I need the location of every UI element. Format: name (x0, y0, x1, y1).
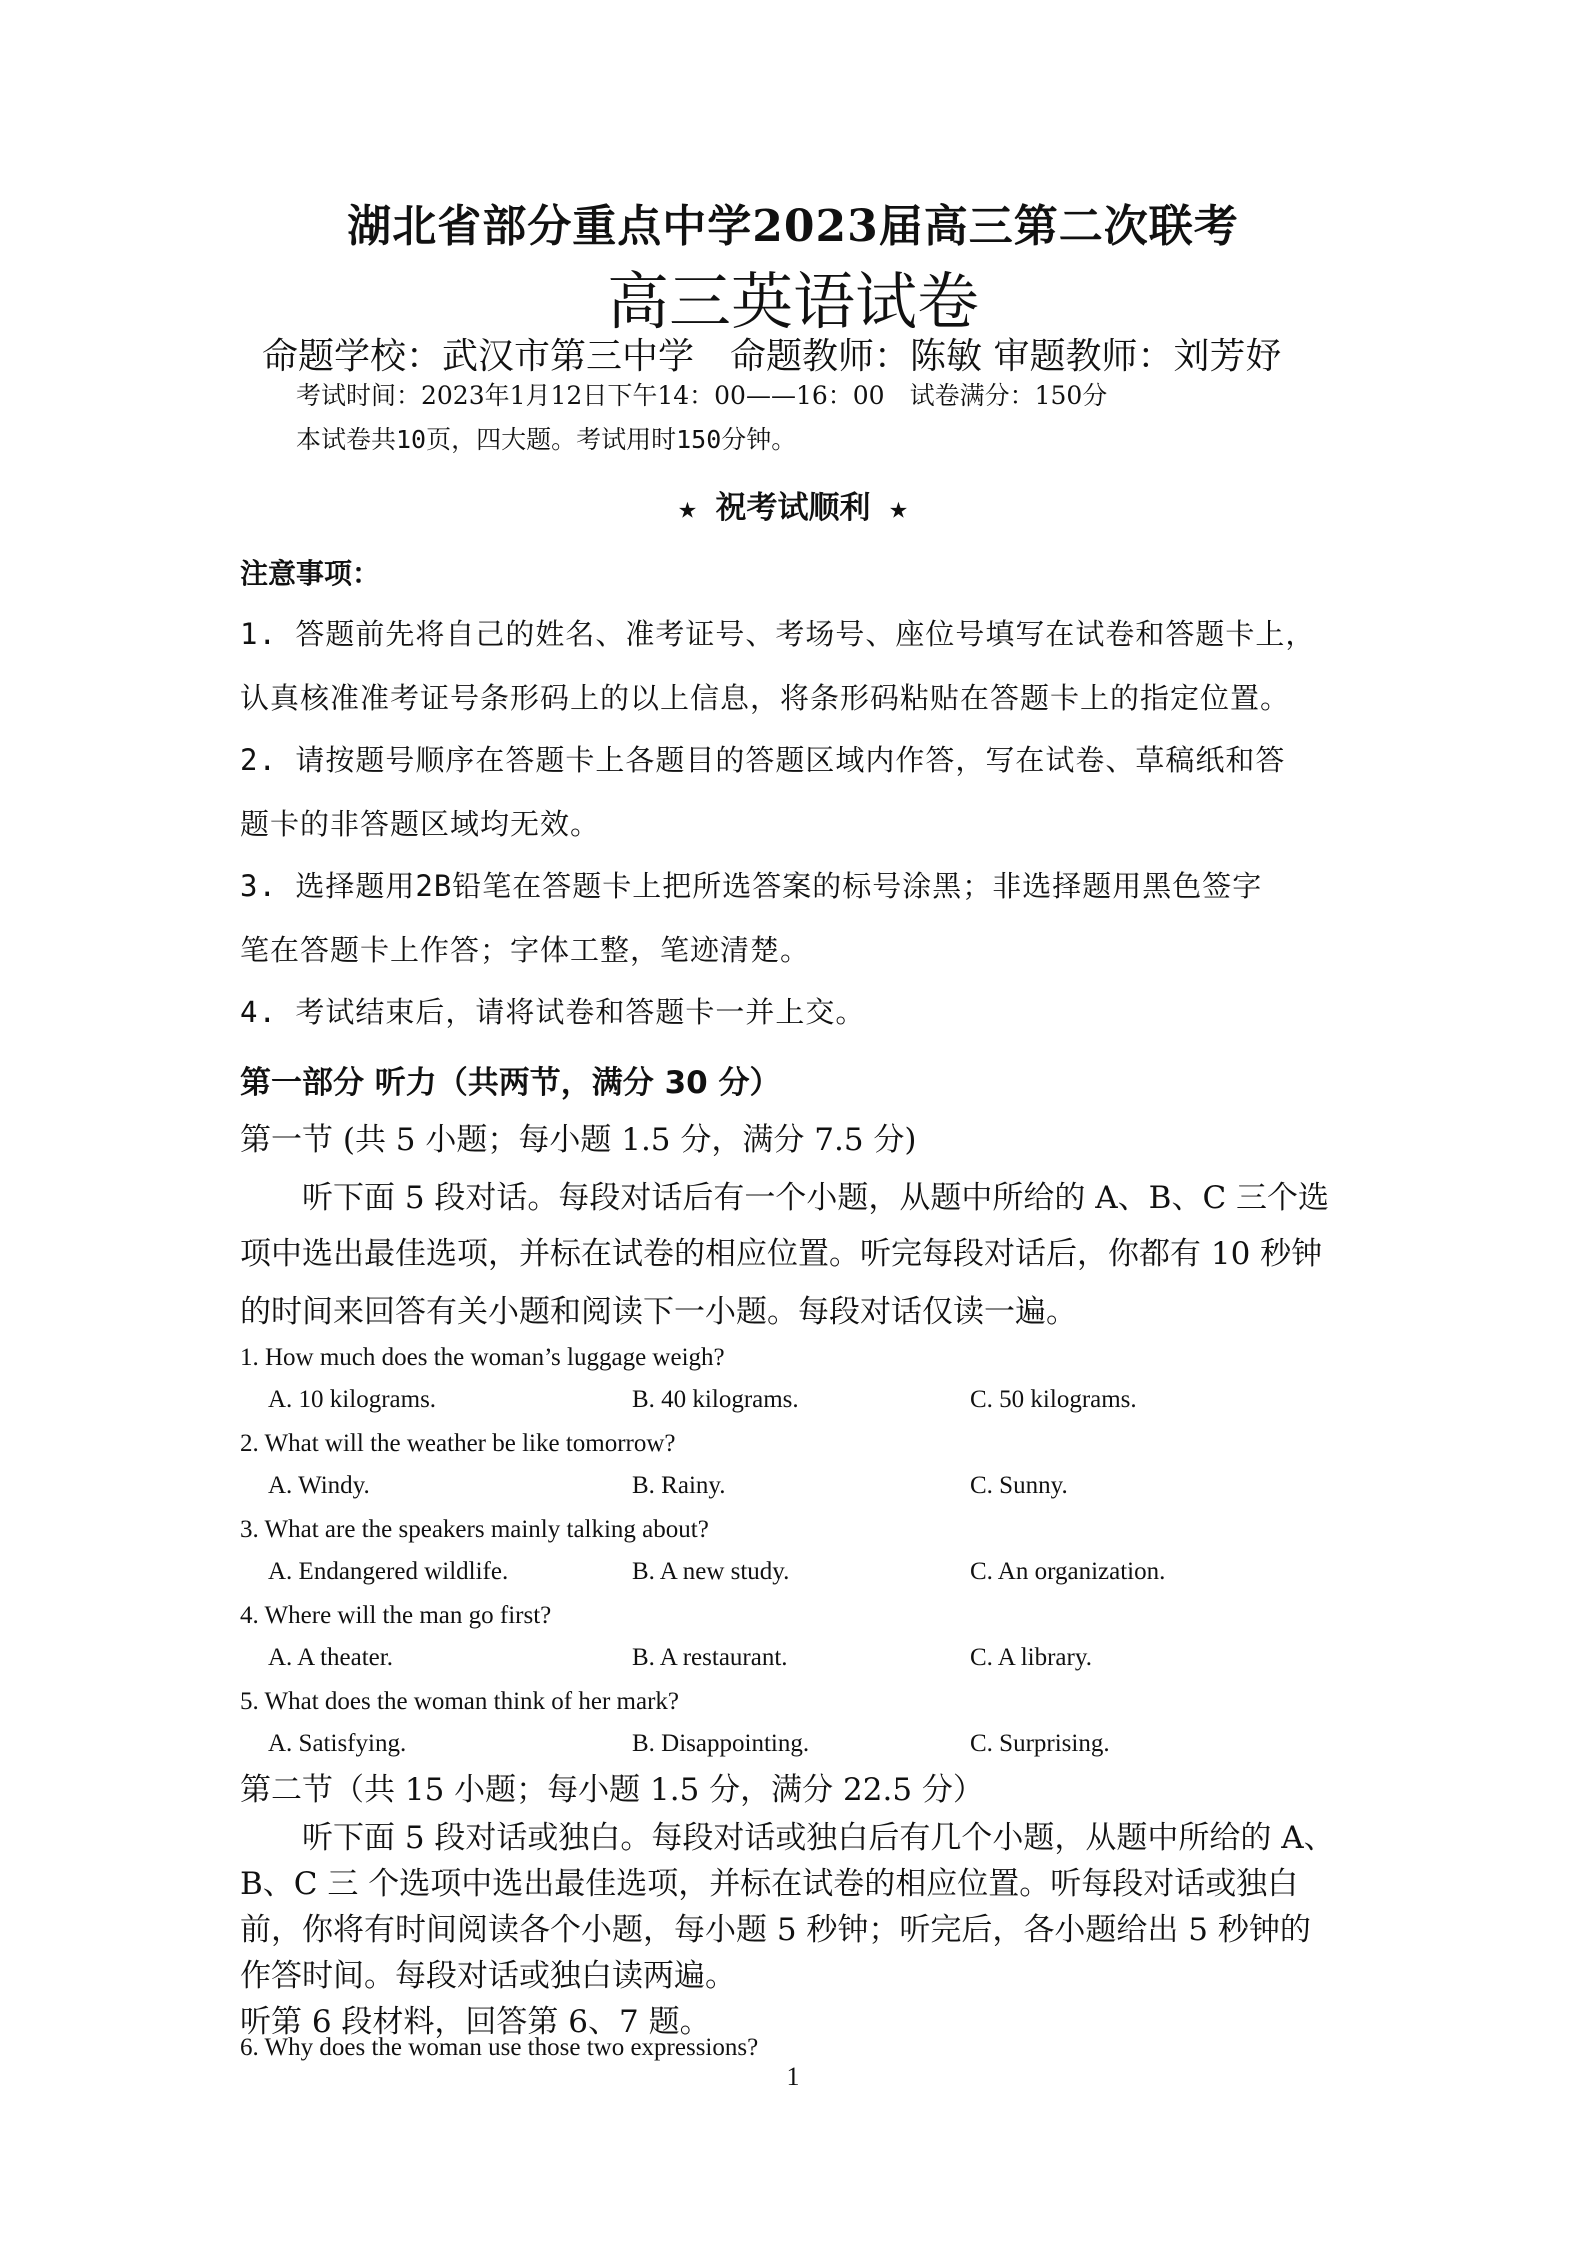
notice-line: 题卡的非答题区域均无效。 (240, 807, 601, 841)
option-a: A. A theater. (268, 1644, 393, 1671)
notice-line: 4. 考试结束后，请将试卷和答题卡一并上交。 (240, 995, 866, 1029)
question-5: 5. What does the woman think of her mark? (240, 1688, 680, 1715)
option-b: B. Rainy. (632, 1472, 726, 1499)
exam-time: 考试时间：2023年1月12日下午14：00——16：00 试卷满分：150分 (296, 381, 1108, 410)
section2-instruction: 作答时间。每段对话或独白读两遍。 (240, 1958, 736, 1994)
section2-instruction: 听下面 5 段对话或独白。每段对话或独白后有几个小题，从题中所给的 A、 (240, 1820, 1335, 1856)
option-c: C. Surprising. (970, 1730, 1110, 1757)
notice-line: 3. 选择题用2B铅笔在答题卡上把所选答案的标号涂黑；非选择题用黑色签字 (240, 869, 1263, 903)
section2-instruction: B、C 三 个选项中选出最佳选项，并标在试卷的相应位置。听每段对话或独白 (240, 1866, 1299, 1902)
option-c: C. A library. (970, 1644, 1092, 1671)
question-6: 6. Why does the woman use those two expressions? (240, 2034, 759, 2061)
option-a: A. Satisfying. (268, 1730, 407, 1757)
section1-instruction: 听下面 5 段对话。每段对话后有一个小题，从题中所给的 A、B、C 三个选 (240, 1180, 1330, 1216)
option-c: C. 50 kilograms. (970, 1386, 1137, 1413)
page-number: 1 (786, 2062, 800, 2091)
notice-heading: 注意事项： (240, 557, 381, 590)
option-a: A. Endangered wildlife. (268, 1558, 509, 1585)
option-b: B. 40 kilograms. (632, 1386, 799, 1413)
section1-instruction: 项中选出最佳选项，并标在试卷的相应位置。听完每段对话后，你都有 10 秒钟 (240, 1236, 1323, 1272)
section2-heading: 第二节（共 15 小题；每小题 1.5 分，满分 22.5 分） (240, 1772, 984, 1808)
pages-note: 本试卷共10页，四大题。考试用时150分钟。 (296, 425, 797, 454)
notice-line: 认真核准准考证号条形码上的以上信息，将条形码粘贴在答题卡上的指定位置。 (240, 681, 1291, 715)
material-note: 听第 6 段材料，回答第 6、7 题。 (240, 2004, 711, 2040)
option-b: B. A new study. (632, 1558, 790, 1585)
notice-line: 2. 请按题号顺序在答题卡上各题目的答题区域内作答，写在试卷、草稿纸和答 (240, 743, 1286, 777)
exam-title: 湖北省部分重点中学2023届高三第二次联考 (347, 201, 1239, 252)
notice-line: 笔在答题卡上作答；字体工整，笔迹清楚。 (240, 933, 811, 967)
part1-heading: 第一部分 听力（共两节，满分 30 分） (240, 1065, 781, 1101)
option-a: A. 10 kilograms. (268, 1386, 437, 1413)
authors-line: 命题学校：武汉市第三中学 命题教师：陈敏 审题教师：刘芳妤 (262, 336, 1282, 377)
option-c: C. Sunny. (970, 1472, 1068, 1499)
option-b: B. A restaurant. (632, 1644, 788, 1671)
option-b: B. Disappointing. (632, 1730, 810, 1757)
section1-instruction: 的时间来回答有关小题和阅读下一小题。每段对话仅读一遍。 (240, 1294, 1077, 1330)
question-1: 1. How much does the woman’s luggage weigh? (240, 1344, 725, 1371)
section2-instruction: 前，你将有时间阅读各个小题，每小题 5 秒钟；听完后，各小题给出 5 秒钟的 (240, 1912, 1311, 1948)
option-c: C. An organization. (970, 1558, 1166, 1585)
question-3: 3. What are the speakers mainly talking about? (240, 1516, 709, 1543)
question-2: 2. What will the weather be like tomorrow? (240, 1430, 676, 1457)
section1-heading: 第一节 (共 5 小题；每小题 1.5 分，满分 7.5 分) (240, 1122, 917, 1158)
question-4: 4. Where will the man go first? (240, 1602, 552, 1629)
notice-line: 1. 答题前先将自己的姓名、准考证号、考场号、座位号填写在试卷和答题卡上， (240, 617, 1316, 651)
option-a: A. Windy. (268, 1472, 370, 1499)
paper-title: 高三英语试卷 (606, 265, 979, 338)
good-luck-wish: ★ 祝考试顺利 ★ (678, 490, 908, 526)
